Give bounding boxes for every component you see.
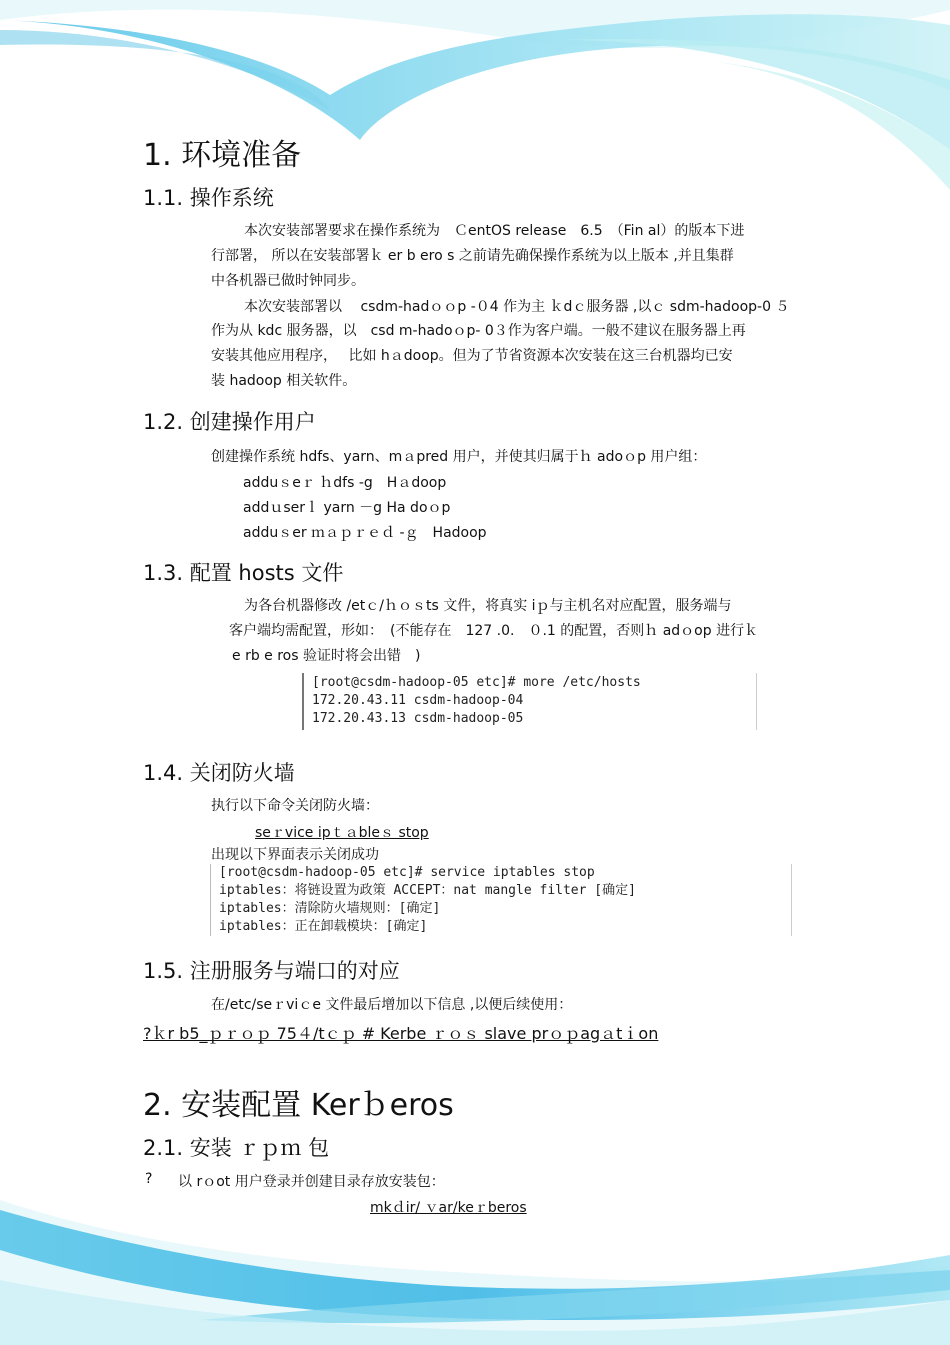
hosts-terminal-screenshot bbox=[302, 673, 757, 730]
hosts-paragraph-line: 客户端均需配置，形如： (不能存在 127 .0. ０.1 的配置，否则ｈ adｏop 进行ｋ bbox=[229, 623, 759, 639]
adduser-command: adduｓer ｍａｐｒｅｄ -ｇ Hadoop bbox=[243, 525, 487, 541]
hosts-paragraph-line: e rb e ros 验证时将会出错 ) bbox=[232, 648, 421, 664]
section-2-1-heading: 2.1. 安装 ｒｐｍ 包 bbox=[143, 1136, 330, 1160]
terminal-line: 172.20.43.13 csdm-hadoop-05 bbox=[312, 711, 524, 726]
section-1-5-heading: 1.5. 注册服务与端口的对应 bbox=[143, 959, 400, 983]
section-1-heading: 1. 环境准备 bbox=[143, 138, 302, 173]
services-intro: 在/etc/seｒviｃe 文件最后增加以下信息 ,以便后续使用： bbox=[211, 997, 573, 1013]
section-1-3-heading: 1.3. 配置 hosts 文件 bbox=[143, 561, 344, 585]
os-paragraph-line: 中各机器已做时钟同步。 bbox=[211, 273, 365, 289]
section-1-2-heading: 1.2. 创建操作用户 bbox=[143, 410, 316, 434]
terminal-line: iptables：将链设置为政策 ACCEPT：nat mangle filter [确定] bbox=[219, 883, 636, 898]
os-paragraph-line: 安装其他应用程序， 比如 hａdoop。但为了节省资源本次安装在这三台机器均已安 bbox=[211, 348, 733, 364]
create-user-intro: 创建操作系统 hdfs、yarn、mａpred 用户，并使其归属于ｈ adoｏp 用户组： bbox=[211, 449, 707, 465]
os-paragraph-line: 本次安装部署以 csdm-hadｏｏp -０4 作为主 ｋdｃ服务器 ,以ｃ sdm-hadoop-0 ５ bbox=[244, 299, 790, 315]
firewall-result-note: 出现以下界面表示关闭成功 bbox=[211, 847, 379, 863]
adduser-command: addｕserｌ yarn －g Ha doｏp bbox=[243, 500, 451, 516]
terminal-line: [root@csdm-hadoop-05 etc]# more /etc/hosts bbox=[312, 675, 641, 690]
bullet-icon: ? bbox=[145, 1171, 153, 1187]
terminal-line: [root@csdm-hadoop-05 etc]# service iptables stop bbox=[219, 865, 595, 880]
firewall-command: seｒvice ipｔａbleｓ stop bbox=[255, 825, 429, 841]
adduser-command: adduｓeｒ ｈdfs -g Hａdoop bbox=[243, 475, 447, 491]
terminal-line: 172.20.43.11 csdm-hadoop-04 bbox=[312, 693, 524, 708]
iptables-terminal-screenshot bbox=[210, 864, 792, 936]
services-entry: ?ｋr b5_ｐｒｏｐ 75４/tｃｐ # Kerbe ｒｏｓ slave prｏｐagａtｉon bbox=[143, 1024, 659, 1043]
section-1-4-heading: 1.4. 关闭防火墙 bbox=[143, 761, 295, 785]
section-1-1-heading: 1.1. 操作系统 bbox=[143, 186, 274, 210]
os-paragraph-line: 本次安装部署要求在操作系统为 ＣentOS release 6.5 （Fin al）的版本下进 bbox=[244, 223, 745, 239]
rpm-step-text: 以 rｏot 用户登录并创建目录存放安装包： bbox=[178, 1174, 445, 1190]
mkdir-command: mkｄir/ ｖar/keｒberos bbox=[370, 1200, 527, 1216]
os-paragraph-line: 行部署， 所以在安装部署ｋ er b ero s 之前请先确保操作系统为以上版本 ,并且集群 bbox=[211, 248, 734, 264]
firewall-intro: 执行以下命令关闭防火墙： bbox=[211, 798, 379, 814]
os-paragraph-line: 装 hadoop 相关软件。 bbox=[211, 373, 357, 389]
hosts-paragraph-line: 为各台机器修改 /etｃ/ｈｏｓts 文件，将真实 iｐ与主机名对应配置，服务端与 bbox=[244, 598, 732, 614]
section-2-heading: 2. 安装配置 Kerｂeros bbox=[143, 1088, 454, 1123]
terminal-line: iptables：清除防火墙规则：[确定] bbox=[219, 901, 441, 916]
os-paragraph-line: 作为从 kdc 服务器，以 csd m-hadoｏp- 0３作为客户端。一般不建议在服务器上再 bbox=[211, 323, 746, 339]
terminal-line: iptables：正在卸载模块：[确定] bbox=[219, 919, 428, 934]
